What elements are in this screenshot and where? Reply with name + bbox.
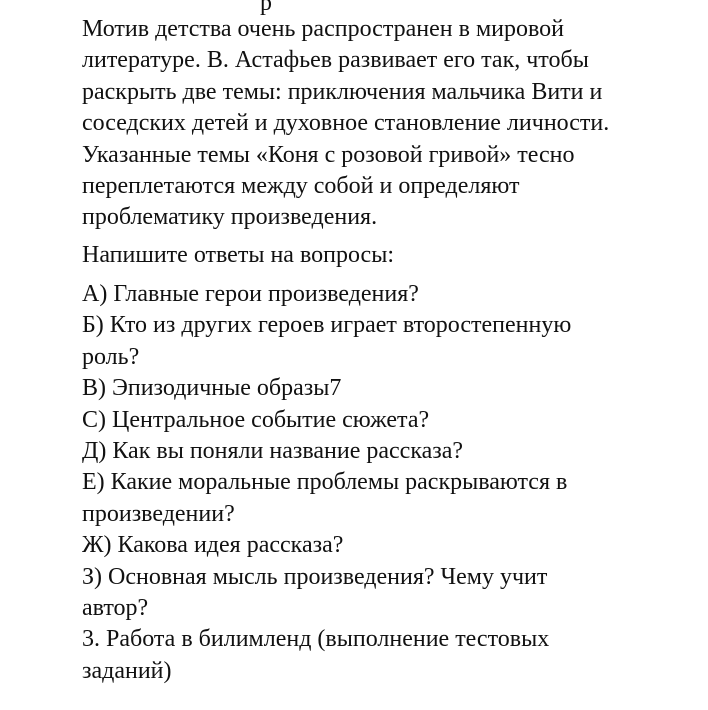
question-line: В) Эпизодичные образы7	[82, 375, 342, 402]
question-line: Ж) Какова идея рассказа?	[82, 532, 344, 559]
question-line: Е) Какие моральные проблемы раскрываются в	[82, 469, 568, 496]
intro-line: литературе. В. Астафьев развивает его так, чтобы	[82, 47, 589, 74]
prompt-line: Напишите ответы на вопросы:	[82, 242, 394, 268]
questions-prompt	[82, 240, 682, 271]
question-line: автор?	[82, 594, 149, 621]
intro-line: раскрыть две темы: приключения мальчика Вити и	[82, 78, 603, 105]
intro-line: Мотив детства очень распространен в мировой	[82, 16, 564, 42]
intro-paragraph	[82, 0, 682, 234]
intro-line: соседских детей и духовное становление личности.	[82, 110, 610, 137]
question-line: роль?	[82, 343, 140, 370]
questions-list	[82, 279, 682, 687]
question-line: Д) Как вы поняли название рассказа?	[82, 437, 464, 464]
intro-line: переплетаются между собой и определяют	[82, 172, 520, 199]
question-line: 3. Работа в билимленд (выполнение тестовых	[82, 626, 550, 653]
question-line: З) Основная мысль произведения? Чему учит	[82, 563, 548, 590]
question-line: заданий)	[82, 657, 172, 684]
intro-line: проблематику произведения.	[82, 204, 378, 231]
question-line: С) Центральное событие сюжета?	[82, 406, 430, 433]
intro-line: Указанные темы «Коня с розовой гривой» тесно	[82, 141, 575, 168]
cutoff-text-fragment: р	[260, 0, 272, 16]
question-line: произведении?	[82, 500, 235, 527]
question-line: А) Главные герои произведения?	[82, 281, 419, 307]
question-line: Б) Кто из других героев играет второстепенную	[82, 312, 572, 339]
